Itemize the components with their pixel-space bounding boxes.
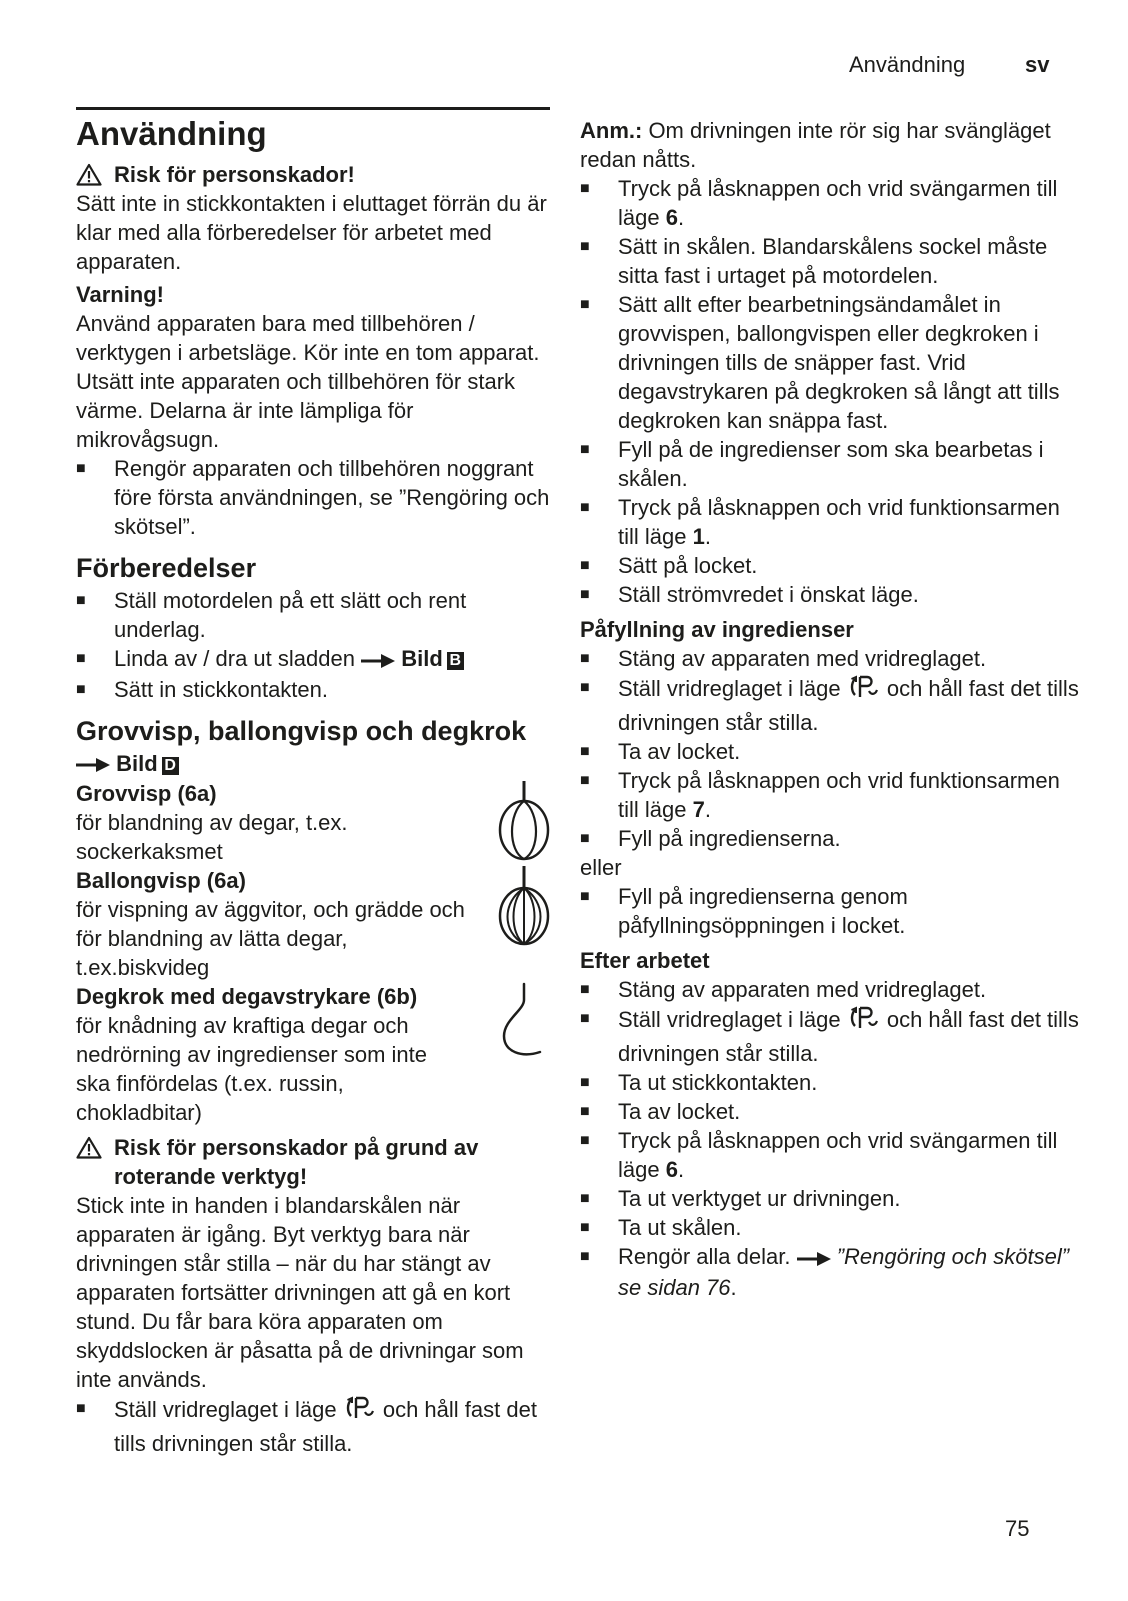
- coarse-whisk-icon: [492, 779, 556, 861]
- warning-triangle-icon: [76, 1136, 102, 1166]
- arrow-right-icon: [361, 646, 395, 675]
- list-item: ■ Tryck på låsknappen och vrid svängarmen till läge 6.: [580, 1126, 1080, 1184]
- list-item-text: Sätt in stickkontakten.: [114, 676, 328, 702]
- list-item: ■ Ställ strömvredet i önskat läge.: [580, 580, 1080, 609]
- warning-title: Risk för personskador!: [114, 162, 355, 187]
- list-item: ■ Stäng av apparaten med vridreglaget.: [580, 975, 1080, 1004]
- figure-reference: Bild: [116, 750, 158, 776]
- tool-name: Degkrok med degavstrykare (6b): [76, 984, 418, 1010]
- warning-heading-injury: [76, 160, 556, 189]
- tools-figure-reference: [76, 749, 556, 780]
- tool-name: Grovvisp (6a): [76, 781, 217, 807]
- figure-letter-badge: B: [447, 652, 464, 670]
- list-item: ■ Ta av locket.: [580, 737, 1080, 766]
- note-label: Anm.:: [580, 118, 643, 143]
- list-item: ■ Fyll på de ingredienser som ska bearbetas i skålen.: [580, 435, 1080, 493]
- filling-list: [580, 644, 1080, 853]
- tool-coarse-whisk: [76, 779, 556, 866]
- warning-text: Sätt inte in stickkontakten i eluttaget förrän du är klar med alla förberedelser för arbetet med apparaten.: [76, 191, 547, 274]
- note: [580, 116, 1080, 174]
- figure-reference: Bild: [401, 646, 443, 671]
- list-item: ■ Rengör alla delar. ”Rengöring och skötsel” se sidan 76.: [580, 1242, 1080, 1302]
- arrow-right-icon: [797, 1244, 831, 1273]
- list-item: [76, 644, 556, 675]
- note-text: Om drivningen inte rör sig har svängläget redan nåtts.: [580, 118, 1051, 172]
- figure-letter-badge: D: [162, 757, 179, 775]
- tool-name: Ballongvisp (6a): [76, 868, 246, 894]
- list-item: [76, 675, 556, 704]
- or-text: eller: [580, 855, 622, 880]
- list-item: ■ Sätt på locket.: [580, 551, 1080, 580]
- list-item-text: och håll fast det tills drivningen står stilla.: [114, 1397, 537, 1457]
- tool-dough-hook: [76, 982, 556, 1127]
- section-heading-tools: Grovvisp, ballongvisp och degkrok: [76, 715, 527, 746]
- caution-text: Använd apparaten bara med tillbehören / verktygen i arbetsläge. Kör inte en tom apparat. Utsätt inte apparaten och tillbehören för stark värme. Delarna är inte lämpliga för mikrovågsugn.: [76, 311, 540, 452]
- list-item: ■ Ställ vridreglaget i läge och håll fast det tills drivningen står stilla.: [580, 673, 1080, 737]
- list-item-text: Ställ vridreglaget i läge: [114, 1397, 337, 1423]
- after-work-list: [580, 975, 1080, 1302]
- steps-list: [580, 174, 1080, 609]
- section-heading-preparations: Förberedelser: [76, 553, 257, 583]
- list-item: ■ Sätt allt efter bearbetningsändamålet in grovvispen, ballongvispen eller degkroken i drivningen tills de snäpper fast. Vrid degavstrykaren på degkroken så långt att tills degkroken kan snäppa fast.: [580, 290, 1080, 435]
- dough-hook-icon: [492, 982, 556, 1064]
- list-item: ■ Tryck på låsknappen och vrid svängarmen till läge 6.: [580, 174, 1080, 232]
- title-rule: [76, 107, 550, 110]
- list-item: [76, 586, 556, 644]
- page-title: Användning: [76, 115, 267, 152]
- arrow-right-icon: [76, 750, 110, 779]
- list-item: ■ Sätt in skålen. Blandarskålens sockel måste sitta fast i urtaget på motordelen.: [580, 232, 1080, 290]
- running-header-section: Användning: [849, 52, 966, 77]
- pulse-position-icon: [849, 673, 879, 708]
- list-item: [76, 454, 556, 541]
- page-number: 75: [1005, 1516, 1030, 1541]
- subheading-filling: Påfyllning av ingredienser: [580, 617, 854, 642]
- list-item-text: Linda av / dra ut sladden: [114, 646, 355, 671]
- pulse-position-icon: [849, 1004, 879, 1039]
- list-item: ■ Ta ut stickkontakten.: [580, 1068, 1080, 1097]
- running-header-language: sv: [1025, 52, 1050, 77]
- tool-description: för knådning av kraftiga degar och nedrörning av ingredienser som inte ska finfördelas (t.ex. russin, chokladbitar): [76, 1013, 427, 1126]
- warning-triangle-icon: [76, 163, 102, 193]
- list-item-text: Ställ motordelen på ett slätt och rent underlag.: [114, 588, 467, 642]
- list-item: ■ Ställ vridreglaget i läge och håll fast det tills drivningen står stilla.: [580, 1004, 1080, 1068]
- warning-text: Stick inte in handen i blandarskålen när apparaten är igång. Byt verktyg bara när drivningen står stilla – när du har stängt av apparaten fortsätter drivningen att gå en kort stund. Du får bara köra apparaten om skyddslocken är påsatta på de drivningar som inte används.: [76, 1193, 524, 1393]
- cross-reference-link[interactable]: ”Rengöring och skötsel” se sidan 76: [618, 1244, 1070, 1300]
- pulse-position-icon: [345, 1394, 375, 1429]
- subheading-after-work: Efter arbetet: [580, 948, 710, 973]
- left-column: [76, 114, 556, 1458]
- list-item: ■ Ta ut verktyget ur drivningen.: [580, 1184, 1080, 1213]
- list-item: [76, 1394, 556, 1458]
- list-item: ■ Stäng av apparaten med vridreglaget.: [580, 644, 1080, 673]
- tool-balloon-whisk: [76, 866, 556, 982]
- warning-title: Risk för personskador på grund av roterande verktyg!: [114, 1135, 479, 1190]
- list-item: ■ Fyll på ingredienserna.: [580, 824, 1080, 853]
- tool-description: för blandning av degar, t.ex. sockerkaksmet: [76, 810, 348, 865]
- list-item: ■ Ta ut skålen.: [580, 1213, 1080, 1242]
- list-item-text: Rengör apparaten och tillbehören noggrant före första användningen, se ”Rengöring och skötsel”.: [114, 456, 550, 539]
- list-item: ■ Tryck på låsknappen och vrid funktionsarmen till läge 7.: [580, 766, 1080, 824]
- balloon-whisk-icon: [492, 866, 556, 948]
- caution-heading: Varning!: [76, 282, 165, 307]
- tool-description: för vispning av äggvitor, och grädde och för blandning av lätta degar, t.ex.biskvideg: [76, 897, 465, 981]
- list-item: ■ Ta av locket.: [580, 1097, 1080, 1126]
- warning-heading-rotating: [76, 1133, 556, 1191]
- list-item: ■ Tryck på låsknappen och vrid funktionsarmen till läge 1.: [580, 493, 1080, 551]
- list-item: ■ Fyll på ingredienserna genom påfyllningsöppningen i locket.: [580, 882, 1080, 940]
- right-column: [580, 116, 1080, 1302]
